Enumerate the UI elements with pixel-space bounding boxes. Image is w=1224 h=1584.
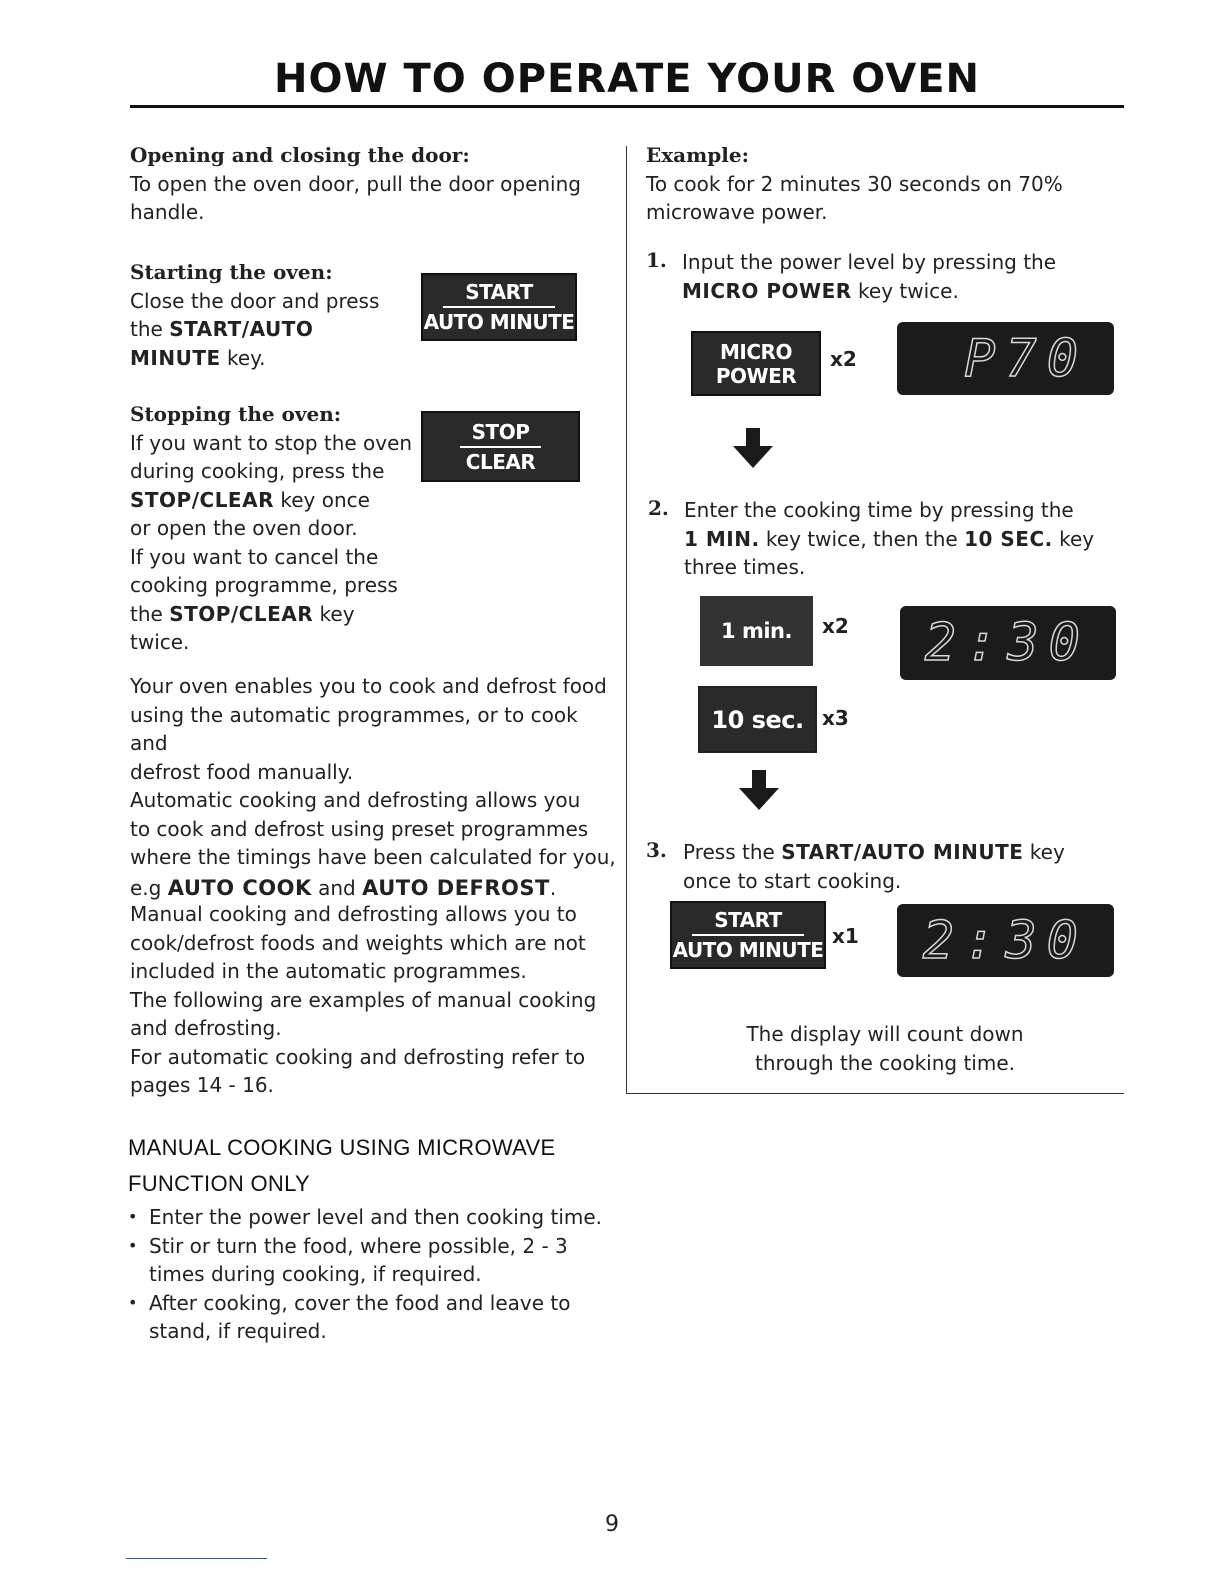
step-1-line-2	[682, 277, 1122, 306]
start-key-line1: START	[714, 908, 782, 932]
step-3-line-1-post: key	[1023, 840, 1065, 864]
step-3-line-1-pre: Press the	[683, 840, 782, 864]
start-text-1: Close the door and press	[130, 288, 380, 313]
step-2-line-2-post: key	[1052, 526, 1095, 551]
manual-cooking-title-2: FUNCTION ONLY	[128, 1171, 310, 1196]
step-3-line-2: once to start cooking.	[683, 868, 902, 893]
intro-line-2: using the automatic programmes, or to cook and	[130, 702, 578, 755]
stop-text-3	[130, 486, 430, 515]
stop-text-4: or open the oven door.	[130, 516, 358, 540]
start-section	[130, 258, 420, 372]
ten-sec-key-label: 10 sec.	[711, 705, 804, 734]
stop-key-line1: STOP	[471, 419, 530, 444]
display-text: P70	[964, 328, 1088, 389]
bullet-2-text-a: • Stir or turn the food, where possible, 2 - 3	[149, 1233, 568, 1258]
column-bottom-rule	[626, 1093, 1124, 1094]
display-power-level	[897, 322, 1114, 395]
step-3-text	[683, 838, 1123, 895]
key-separator	[460, 446, 541, 448]
display-cook-time	[900, 606, 1116, 680]
auto-cook-ref: AUTO COOK	[167, 875, 312, 900]
bullet-3-text-a: • After cooking, cover the food and leave to	[149, 1290, 571, 1315]
start-key-ref-2: MINUTE	[130, 345, 221, 370]
stop-clear-key	[421, 411, 580, 482]
bullet-3-text-b: stand, if required.	[149, 1319, 327, 1343]
step-2-line-2-mid: key twice, then the	[759, 526, 965, 551]
page-title: HOW TO OPERATE YOUR OVEN	[273, 56, 980, 102]
start-auto-minute-key	[421, 273, 577, 341]
intro-line-6: where the timings have been calculated for you,	[130, 845, 616, 869]
one-min-key-label: 1 min.	[721, 619, 792, 643]
ten-sec-key	[698, 686, 817, 753]
start-key-line2: AUTO MINUTE	[672, 938, 824, 962]
micro-power-key	[691, 331, 821, 396]
bullet-item	[128, 1232, 608, 1289]
stop-text-7	[130, 600, 430, 629]
start-auto-minute-ref: START/AUTO MINUTE	[781, 840, 1024, 864]
stop-section	[130, 400, 430, 657]
stop-text-7-post: key	[313, 601, 355, 626]
manual-cooking-title-1: MANUAL COOKING USING MICROWAVE	[128, 1135, 556, 1160]
manual-paragraph	[130, 900, 620, 1100]
stop-text-3-post: key once	[273, 487, 370, 512]
step-1-line-2-post: key twice.	[851, 278, 959, 303]
stop-text-5: If you want to cancel the	[130, 544, 379, 569]
countdown-note	[646, 1020, 1124, 1077]
one-min-ref: 1 MIN.	[684, 526, 760, 551]
stop-heading: Stopping the oven:	[130, 402, 342, 426]
ten-sec-ref: 10 SEC.	[964, 526, 1053, 551]
step-1-text	[682, 248, 1122, 305]
manual-line-3: included in the automatic programmes.	[130, 959, 527, 983]
start-auto-minute-key-example	[670, 901, 826, 969]
step-3-multiplier: x1	[832, 924, 859, 948]
door-section	[130, 141, 610, 227]
intro-line-4: Automatic cooking and defrosting allows you	[130, 788, 581, 812]
step-2-number: 2.	[648, 496, 669, 520]
intro-line-5: to cook and defrost using preset programmes	[130, 816, 589, 841]
micro-key-line2: POWER	[715, 363, 797, 388]
down-arrow-icon	[737, 770, 781, 812]
column-divider	[626, 146, 627, 1094]
intro-line-1: Your oven enables you to cook and defrost food	[130, 674, 607, 698]
step-3-line-1	[683, 838, 1123, 867]
stop-key-ref-2: STOP/CLEAR	[169, 601, 314, 626]
start-text-2	[130, 315, 420, 344]
door-heading: Opening and closing the door:	[130, 143, 470, 167]
intro-line-7-mid: and	[311, 875, 363, 900]
display-countdown	[897, 904, 1114, 977]
bullet-item	[128, 1203, 608, 1232]
down-arrow-icon	[731, 428, 775, 470]
title-rule	[130, 105, 1124, 108]
intro-line-7-post: .	[549, 875, 557, 900]
bullet-1-text: Enter the power level and then cooking time.	[149, 1205, 603, 1229]
intro-line-7	[130, 874, 620, 903]
step-1-multiplier: x2	[830, 347, 857, 371]
bullet-2-text-b: times during cooking, if required.	[149, 1262, 482, 1286]
step-2-text	[684, 496, 1124, 582]
stop-text-7-pre: the	[130, 601, 170, 626]
note-line-1: The display will count down	[746, 1022, 1024, 1046]
start-key-line1: START	[465, 280, 533, 304]
step-2-line-2	[684, 525, 1124, 554]
example-line-1: To cook for 2 minutes 30 seconds on 70%	[646, 171, 1063, 196]
intro-line-3: defrost food manually.	[130, 759, 354, 784]
display-text: 2:30	[924, 613, 1090, 673]
step-1-line-1: Input the power level by pressing the	[682, 250, 1057, 274]
stop-text-1: If you want to stop the oven	[130, 430, 413, 455]
manual-line-2: cook/defrost foods and weights which are not	[130, 930, 586, 955]
key-separator	[443, 306, 555, 308]
example-line-2: microwave power.	[646, 200, 828, 224]
start-key-line2: AUTO MINUTE	[423, 310, 575, 334]
example-heading: Example:	[646, 143, 749, 167]
micro-power-ref: MICRO POWER	[682, 278, 852, 303]
start-key-ref-1: START/AUTO	[169, 317, 314, 341]
stop-text-2: during cooking, press the	[130, 459, 385, 483]
stop-key-ref-1: STOP/CLEAR	[130, 487, 274, 512]
stop-text-6: cooking programme, press	[130, 573, 398, 597]
note-line-2: through the cooking time.	[755, 1050, 1015, 1075]
door-text-1: To open the oven door, pull the door opening	[130, 171, 581, 196]
one-min-key	[700, 596, 813, 666]
stop-text-8: twice.	[130, 630, 190, 654]
start-heading: Starting the oven:	[130, 260, 333, 284]
manual-line-6: For automatic cooking and defrosting refer to	[130, 1044, 586, 1069]
start-text-2-pre: the	[130, 317, 170, 341]
door-text-2: handle.	[130, 200, 205, 224]
page-number: 9	[605, 1512, 619, 1537]
intro-line-7-pre: e.g	[130, 875, 168, 900]
micro-key-line1: MICRO	[720, 339, 792, 364]
step-3-number: 3.	[646, 838, 667, 862]
manual-line-5: and defrosting.	[130, 1016, 282, 1040]
footer-line	[126, 1558, 267, 1559]
example-section	[646, 141, 1116, 227]
key-separator	[692, 934, 804, 936]
auto-defrost-ref: AUTO DEFROST	[362, 875, 550, 900]
bullet-item	[128, 1289, 608, 1346]
step-2-multiplier-2: x3	[822, 706, 849, 730]
step-2-line-1: Enter the cooking time by pressing the	[684, 498, 1074, 522]
start-text-3-post: key.	[220, 345, 266, 370]
manual-line-1: Manual cooking and defrosting allows you to	[130, 902, 577, 926]
step-1-number: 1.	[646, 248, 667, 272]
manual-line-7: pages 14 - 16.	[130, 1073, 274, 1097]
start-text-3	[130, 344, 420, 373]
step-2-multiplier-1: x2	[822, 614, 849, 638]
intro-paragraph	[130, 672, 620, 902]
step-2-line-3: three times.	[684, 555, 806, 579]
stop-key-line2: CLEAR	[465, 449, 536, 474]
manual-line-4: The following are examples of manual cooking	[130, 987, 597, 1012]
manual-cooking-bullets	[128, 1203, 608, 1346]
display-text: 2:30	[922, 910, 1088, 971]
